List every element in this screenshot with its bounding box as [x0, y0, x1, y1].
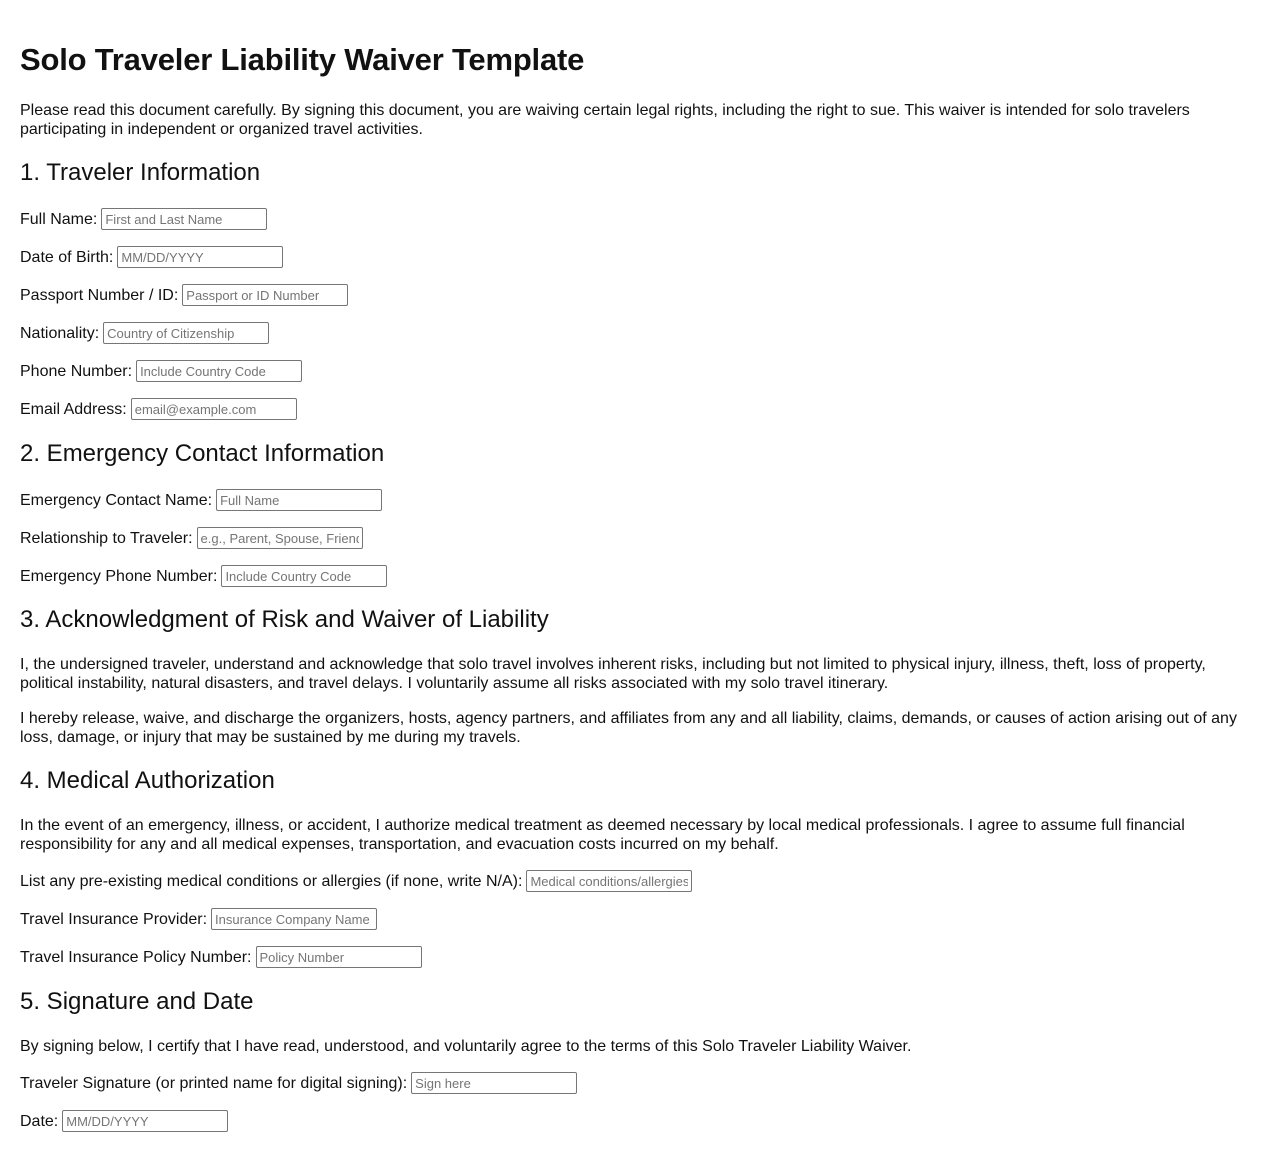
full-name-input[interactable]	[101, 208, 267, 230]
section-heading-emergency-contact: 2. Emergency Contact Information	[20, 440, 385, 467]
insurance-provider-label: Travel Insurance Provider:	[20, 910, 208, 928]
field-row-phone-number	[20, 359, 302, 383]
field-row-date	[20, 1109, 228, 1133]
field-row-email-address	[20, 397, 297, 421]
medical-conditions-input[interactable]	[526, 870, 692, 892]
date-input[interactable]	[62, 1110, 228, 1132]
relationship-input[interactable]	[197, 527, 363, 549]
medical-authorization-paragraph: In the event of an emergency, illness, or accident, I authorize medical treatment as deemed necessary by local medical professionals. I agree to assume full financial responsibility for any and all medical expenses, transportation, and evacuation costs incurred on my behalf.	[20, 817, 1185, 853]
field-row-emergency-phone	[20, 564, 387, 588]
section-heading-medical-authorization: 4. Medical Authorization	[20, 767, 275, 794]
section-heading-risk-waiver: 3. Acknowledgment of Risk and Waiver of Liability	[20, 606, 549, 633]
field-row-insurance-provider	[20, 907, 377, 931]
certification-paragraph: By signing below, I certify that I have read, understood, and voluntarily agree to the terms of this Solo Traveler Liability Waiver.	[20, 1038, 912, 1055]
page-title: Solo Traveler Liability Waiver Template	[20, 42, 585, 77]
signature-label: Traveler Signature (or printed name for digital signing):	[20, 1074, 408, 1092]
phone-number-input[interactable]	[136, 360, 302, 382]
phone-number-label: Phone Number:	[20, 362, 133, 380]
passport-id-label: Passport Number / ID:	[20, 286, 179, 304]
risk-acknowledgment-paragraph: I, the undersigned traveler, understand and acknowledge that solo travel involves inherent risks, including but not limited to physical injury, illness, theft, loss of property, political instability, natural disasters, and travel delays. I voluntarily assume all risks associated with my solo travel itinerary.	[20, 656, 1206, 692]
email-address-label: Email Address:	[20, 400, 127, 418]
date-label: Date:	[20, 1112, 59, 1130]
signature-input[interactable]	[411, 1072, 577, 1094]
section-heading-traveler-information: 1. Traveler Information	[20, 159, 261, 186]
policy-number-label: Travel Insurance Policy Number:	[20, 948, 252, 966]
field-row-medical-conditions	[20, 869, 692, 893]
intro-paragraph: Please read this document carefully. By signing this document, you are waiving certain legal rights, including the right to sue. This waiver is intended for solo travelers participating in independent or organized travel activities.	[20, 102, 1190, 138]
emergency-contact-name-label: Emergency Contact Name:	[20, 491, 213, 509]
passport-id-input[interactable]	[182, 284, 348, 306]
policy-number-input[interactable]	[256, 946, 422, 968]
field-row-date-of-birth	[20, 245, 283, 269]
medical-conditions-label: List any pre-existing medical conditions or allergies (if none, write N/A):	[20, 872, 523, 890]
nationality-input[interactable]	[103, 322, 269, 344]
field-row-policy-number	[20, 945, 422, 969]
field-row-full-name	[20, 207, 267, 231]
field-row-relationship	[20, 526, 363, 550]
section-heading-signature-date: 5. Signature and Date	[20, 988, 254, 1015]
field-row-nationality	[20, 321, 269, 345]
full-name-label: Full Name:	[20, 210, 98, 228]
liability-release-paragraph: I hereby release, waive, and discharge the organizers, hosts, agency partners, and affiliates from any and all liability, claims, demands, or causes of action arising out of any loss, damage, or injury that may be sustained by me during my travels.	[20, 710, 1237, 746]
emergency-contact-name-input[interactable]	[216, 489, 382, 511]
email-address-input[interactable]	[131, 398, 297, 420]
date-of-birth-label: Date of Birth:	[20, 248, 114, 266]
field-row-signature	[20, 1071, 577, 1095]
field-row-passport-id	[20, 283, 348, 307]
date-of-birth-input[interactable]	[117, 246, 283, 268]
emergency-phone-label: Emergency Phone Number:	[20, 567, 218, 585]
field-row-emergency-contact-name	[20, 488, 382, 512]
relationship-label: Relationship to Traveler:	[20, 529, 193, 547]
emergency-phone-input[interactable]	[221, 565, 387, 587]
nationality-label: Nationality:	[20, 324, 100, 342]
insurance-provider-input[interactable]	[211, 908, 377, 930]
